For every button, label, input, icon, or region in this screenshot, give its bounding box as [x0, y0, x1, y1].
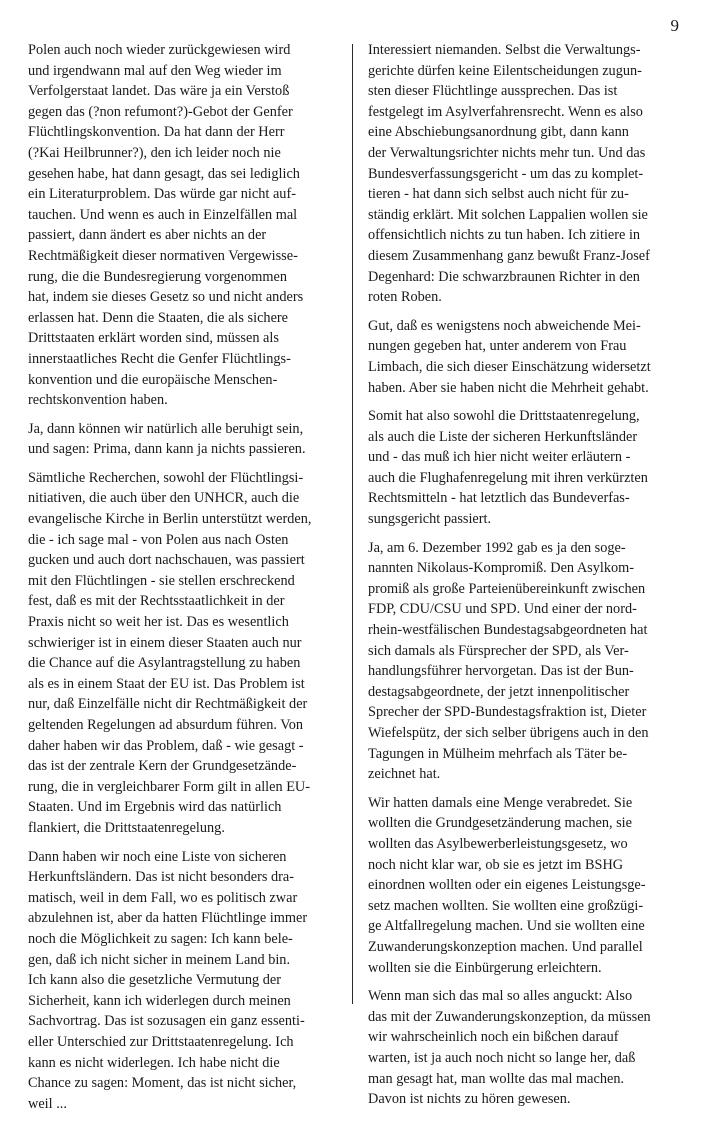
text-line: erlassen hat. Denn die Staaten, die als sichere: [28, 309, 289, 326]
text-line: Rechtsmitteln - hat letztlich das Bundeverfas-: [368, 490, 630, 507]
paragraph: [28, 419, 338, 460]
text-line: weil ...: [28, 1095, 67, 1112]
text-line: nur, daß Einzelfälle nicht dir Rechtmäßigkeit der: [28, 696, 308, 713]
text-line: auch die Flughafenregelung mit ihren verkürzten: [368, 469, 648, 486]
text-line: (?Kai Heilbrunner?), den ich leider noch nie: [28, 144, 281, 161]
text-line: handlungsführer hervorgetan. Das ist der Bun-: [368, 663, 634, 680]
text-line: wollten die Grundgesetzänderung machen, sie: [368, 815, 633, 832]
text-line: als auch die Liste der sicheren Herkunftsländer: [368, 428, 638, 445]
text-line: Gut, daß es wenigstens noch abweichende Mei-: [368, 317, 641, 334]
text-line: matisch, weil in dem Fall, wo es politisch zwar: [28, 889, 298, 906]
text-line: passiert, dann ändert es aber nichts an der: [28, 227, 267, 244]
text-line: Degenhard: Die schwarzbraunen Richter in den: [368, 268, 640, 285]
text-line: Wiefelspütz, der sich selber übrigens auch in den: [368, 725, 649, 741]
text-line: Zuwanderungskonzeption machen. Und parallel: [368, 938, 643, 955]
text-line: Drittstaaten erklärt worden sind, müssen als: [28, 330, 279, 347]
text-line: konvention und die europäische Menschen-: [28, 371, 278, 388]
text-line: und sagen: Prima, dann kann ja nichts passieren.: [28, 441, 306, 458]
text-line: Tagungen in Mülheim mehrfach als Täter be-: [368, 745, 628, 762]
paragraph: [368, 538, 678, 785]
text-line: geltenden Regelungen ad absurdum führen. Von: [28, 717, 304, 733]
text-line: daher haben wir das Problem, daß - wie gesagt -: [28, 737, 304, 754]
text-line: ständig erklärt. Mit solchen Lappalien wollen sie: [368, 206, 648, 223]
text-line: Ja, dann können wir natürlich alle beruhigt sein,: [28, 420, 304, 437]
text-line: hat, indem sie dieses Gesetz so und nicht anders: [28, 289, 304, 306]
text-line: Ich kann also die gesetzliche Vermutung der: [28, 972, 282, 989]
text-line: fest, daß es mit der Rechtsstaatlichkeit in der: [28, 593, 285, 610]
text-line: Sicherheit, kann ich widerlegen durch meinen: [28, 992, 291, 1009]
text-line: Staaten. Und im Ergebnis wird das natürlich: [28, 799, 282, 816]
paragraph: [368, 40, 678, 308]
text-line: nungen gegeben hat, unter anderem von Frau: [368, 338, 627, 355]
text-line: tieren - hat dann sich selbst auch nicht für zu-: [368, 186, 629, 203]
paragraph: [368, 316, 678, 398]
right-column: [368, 40, 678, 1118]
text-line: Wenn man sich das mal so alles anguckt: Also: [368, 988, 633, 1005]
text-line: nannten Nikolaus-Kompromiß. Den Asylkom-: [368, 560, 635, 577]
text-line: gucken und auch dort nachschauen, was passiert: [28, 552, 305, 569]
text-line: warten, ist ja auch noch nicht so lange her, daß: [368, 1049, 636, 1066]
text-line: sten dieser Flüchtlinge aussprechen. Das ist: [368, 83, 618, 100]
text-line: Dann haben wir noch eine Liste von sicheren: [28, 848, 287, 865]
text-line: sungsgericht passiert.: [368, 511, 492, 528]
text-line: destagsabgeordnete, der jetzt innenpolitischer: [368, 683, 630, 700]
text-line: wir wahrscheinlich noch ein bißchen darauf: [368, 1029, 619, 1046]
text-line: kann es nicht widerlegen. Ich habe nicht die: [28, 1054, 280, 1071]
text-line: schwieriger ist in einem dieser Staaten auch nur: [28, 634, 302, 651]
text-line: wollten sie die Einbürgerung erleichtern.: [368, 959, 602, 976]
text-line: der Verwaltungsrichter nichts mehr tun. Und das: [368, 144, 646, 161]
text-line: Verfolgerstaat landet. Das wäre ja ein Verstoß: [28, 83, 290, 100]
text-line: das mit der Zuwanderungskonzeption, da müssen: [368, 1008, 651, 1025]
text-line: mit den Flüchtlingen - sie stellen erschreckend: [28, 572, 295, 589]
text-line: als es in einem Staat der EU ist. Das Problem ist: [28, 675, 305, 692]
text-line: und - das muß ich hier nicht weiter erläutern -: [368, 449, 631, 466]
text-line: gerichte dürfen keine Eilentscheidungen zugun-: [368, 62, 642, 79]
text-line: haben. Aber sie haben nicht die Mehrheit gehabt.: [368, 379, 649, 396]
text-line: Davon ist nichts zu hören gewesen.: [368, 1091, 571, 1108]
text-line: die Chance auf die Asylantragstellung zu haben: [28, 655, 301, 672]
text-line: wollten das Asylbewerberleistungsgesetz, wo: [368, 835, 628, 852]
text-line: rung, die in vergleichbarer Form gilt in allen EU-: [28, 778, 311, 795]
paragraph: [368, 793, 678, 978]
paragraph: [28, 468, 338, 839]
text-line: gegen das (?non refumont?)-Gebot der Genfer: [28, 103, 293, 120]
text-line: offensichtlich nichts zu tun haben. Ich zitiere in: [368, 227, 641, 244]
text-line: das ist der zentrale Kern der Grundgesetzände-: [28, 758, 297, 775]
text-line: und irgendwann mal auf den Weg wieder im: [28, 62, 282, 79]
paragraph: [368, 986, 678, 1110]
text-line: rechtskonvention haben.: [28, 392, 168, 409]
text-line: Herkunftsländern. Das ist nicht besonders dra-: [28, 869, 295, 886]
text-line: Ja, am 6. Dezember 1992 gab es ja den soge-: [368, 539, 626, 556]
text-line: zeichnet hat.: [368, 766, 441, 783]
text-line: Flüchtlingskonvention. Da hat dann der Herr: [28, 124, 285, 141]
text-line: Wir hatten damals eine Menge verabredet. Sie: [368, 794, 633, 811]
text-line: ge Altfallregelung machen. Und sie wollten eine: [368, 918, 645, 935]
left-column: [28, 40, 338, 1122]
text-line: Sämtliche Recherchen, sowohl der Flüchtlingsi-: [28, 469, 304, 486]
text-line: ein Literaturproblem. Das würde gar nicht auf-: [28, 186, 296, 203]
text-line: FDP, CDU/CSU und SPD. Und einer der nord-: [368, 601, 637, 618]
text-line: noch die Möglichkeit zu sagen: Ich kann bele-: [28, 930, 293, 947]
text-line: rung, die die Bundesregierung vorgenommen: [28, 268, 288, 285]
paragraph: [28, 40, 338, 411]
text-line: diesem Zusammenhang ganz bewußt Franz-Josef: [368, 247, 650, 264]
text-line: die - ich sage mal - von Polen aus nach Osten: [28, 531, 289, 548]
text-line: eller Unterschied zur Drittstaatenregelung. Ich: [28, 1033, 294, 1050]
text-line: flankiert, die Drittstaatenregelung.: [28, 819, 225, 836]
text-line: man gesagt hat, man wollte das mal machen.: [368, 1070, 625, 1087]
text-line: Sprecher der SPD-Bundestagsfraktion ist, Dieter: [368, 704, 647, 721]
text-line: nitiativen, die auch über den UNHCR, auch die: [28, 490, 300, 507]
text-line: Chance zu sagen: Moment, das ist nicht sicher,: [28, 1075, 297, 1092]
text-line: sich damals als Fürsprecher der SPD, als Ver-: [368, 642, 629, 659]
text-line: Bundesverfassungsgericht - um das zu komplet-: [368, 165, 644, 182]
text-line: Rechtmäßigkeit dieser normativen Vergewisse-: [28, 247, 298, 264]
text-line: festgelegt im Asylverfahrensrecht. Wenn es also: [368, 103, 643, 120]
text-line: noch nicht klar war, ob sie es jetzt im BSHG: [368, 856, 624, 873]
text-line: tauchen. Und wenn es auch in Einzelfällen mal: [28, 206, 298, 223]
text-line: evangelische Kirche in Berlin unterstützt werden,: [28, 511, 312, 528]
text-line: gen, daß ich nicht sicher in meinem Land bin.: [28, 951, 291, 968]
text-line: gesehen habe, hat dann gesagt, das sei lediglich: [28, 165, 300, 182]
text-line: promiß als große Parteienübereinkunft zwischen: [368, 580, 646, 597]
paragraph: [28, 847, 338, 1115]
text-line: Limbach, die sich dieser Einschätzung widersetzt: [368, 358, 651, 375]
paragraph: [368, 406, 678, 530]
text-line: Sachvortrag. Das ist sozusagen ein ganz essenti-: [28, 1013, 305, 1030]
text-line: einordnen wollten oder ein eigenes Leistungsge-: [368, 877, 646, 894]
text-line: innerstaatliches Recht die Genfer Flüchtlings-: [28, 350, 291, 367]
text-line: abzulehnen ist, aber da hatten Flüchtlinge immer: [28, 910, 308, 927]
text-line: Praxis nicht so weit her ist. Das es wesentlich: [28, 614, 289, 631]
text-line: setz machen wollten. Sie wollten eine großzügi-: [368, 897, 644, 914]
text-line: eine Abschiebungsanordnung gibt, dann kann: [368, 124, 629, 141]
column-divider: [352, 44, 353, 1004]
text-line: Polen auch noch wieder zurückgewiesen wird: [28, 42, 291, 58]
text-line: rhein-westfälischen Bundestagsabgeordneten hat: [368, 622, 648, 639]
text-line: Somit hat also sowohl die Drittstaatenregelung,: [368, 408, 640, 425]
page-number: 9: [670, 16, 679, 35]
text-line: Interessiert niemanden. Selbst die Verwaltungs-: [368, 42, 641, 58]
text-line: roten Roben.: [368, 289, 442, 306]
